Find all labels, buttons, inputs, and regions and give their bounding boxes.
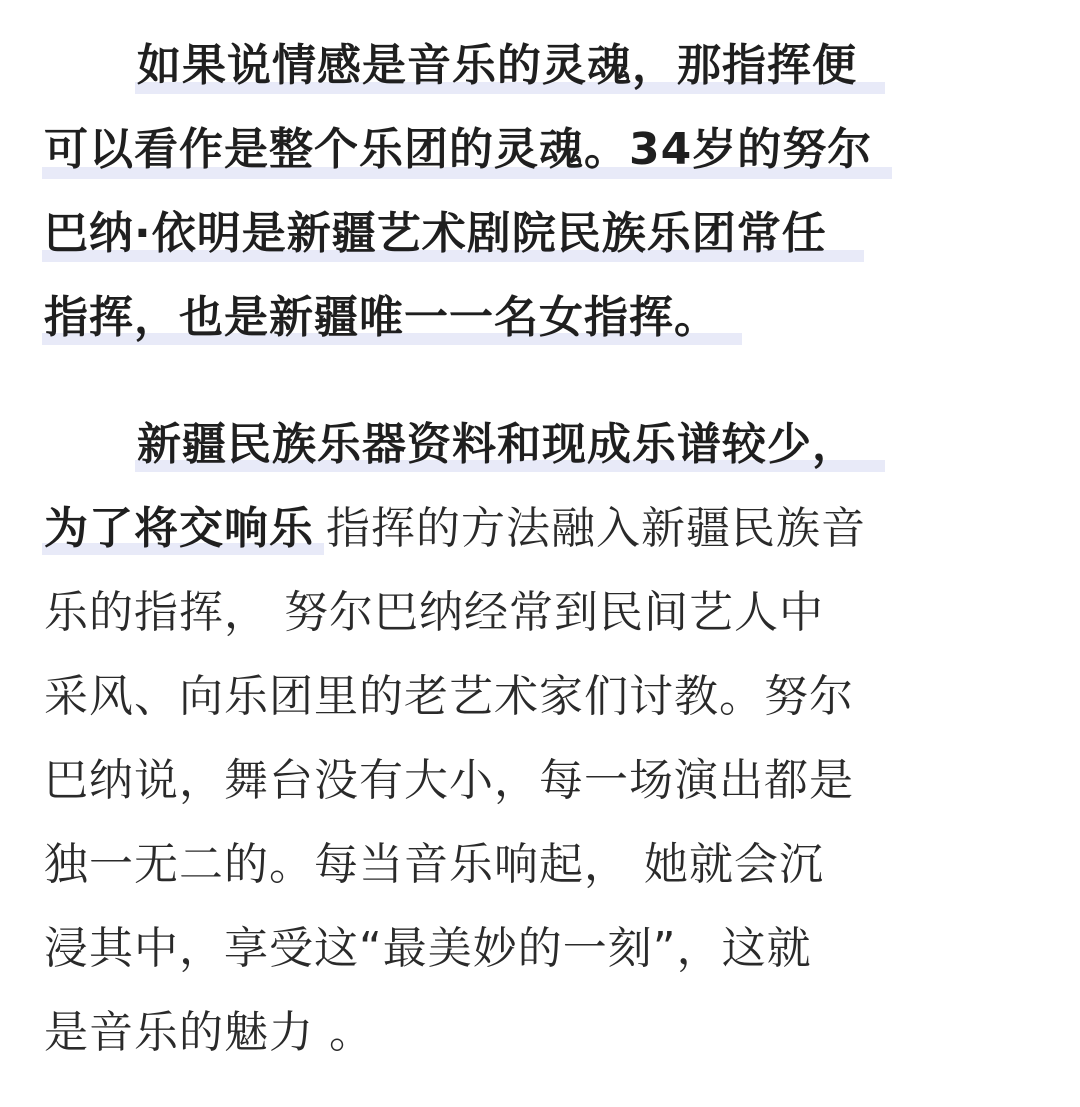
paragraph2-line2-regular: 指挥的方法融入新疆民族音 bbox=[326, 503, 866, 554]
paragraph2-line4: 采风、向乐团里的老艺术家们讨教。努尔 bbox=[44, 671, 854, 722]
paragraph2-line5: 巴纳说，舞台没有大小，每一场演出都是 bbox=[44, 755, 854, 806]
paragraph2-line2-bold: 为了将交响乐 bbox=[44, 503, 314, 554]
paragraph2-line3: 乐的指挥， 努尔巴纳经常到民间艺人中 bbox=[44, 587, 824, 638]
paragraph1-line2: 可以看作是整个乐团的灵魂。34岁的努尔 bbox=[44, 124, 873, 175]
paragraph2-line7: 浸其中，享受这“最美妙的一刻”，这就 bbox=[44, 923, 812, 974]
paragraph2-line1: 新疆民族乐器资料和现成乐谱较少， bbox=[137, 419, 857, 470]
paragraph1-line4: 指挥，也是新疆唯一一名女指挥。 bbox=[44, 292, 719, 343]
paragraph1-line3: 巴纳·依明是新疆艺术剧院民族乐团常任 bbox=[44, 208, 827, 259]
paragraph1-line1: 如果说情感是音乐的灵魂，那指挥便 bbox=[137, 40, 857, 91]
paragraph2-line6: 独一无二的。每当音乐响起， 她就会沉 bbox=[44, 839, 824, 890]
paragraph2-line8: 是音乐的魅力 。 bbox=[44, 1007, 374, 1058]
